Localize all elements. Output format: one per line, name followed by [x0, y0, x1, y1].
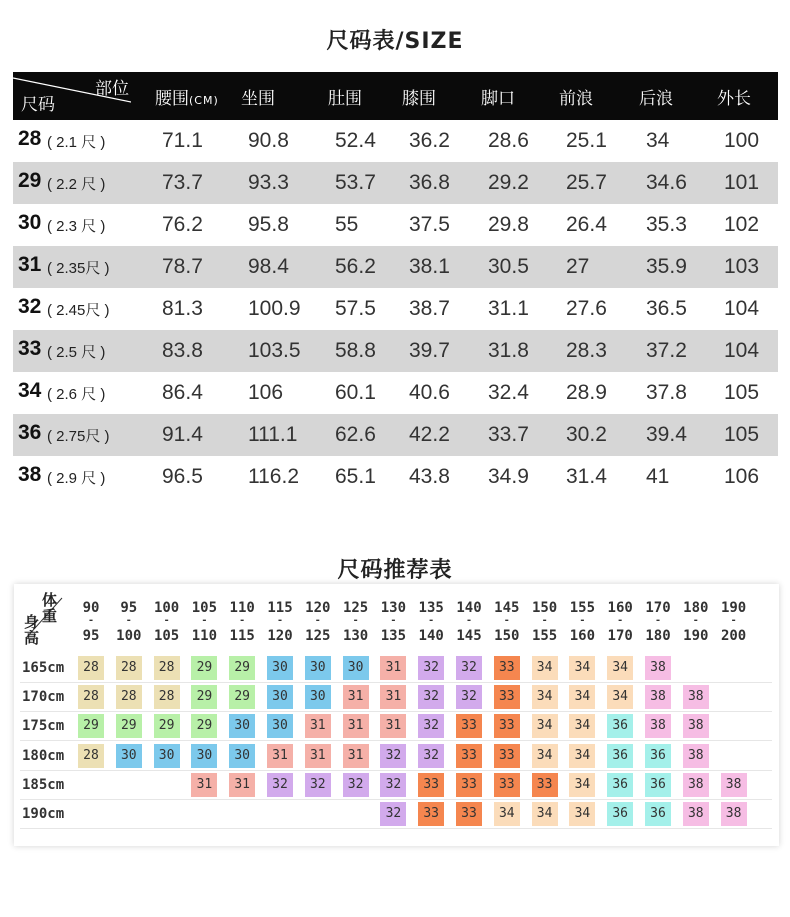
header-label: 腰围: [155, 89, 189, 109]
height-row-label: 185cm: [22, 776, 65, 793]
weight-max: 105: [153, 628, 180, 644]
measurement-cell: 34: [646, 129, 670, 152]
measurement-cell: 101: [724, 171, 760, 194]
weight-dash: -: [654, 615, 662, 626]
size-label: 38: [18, 463, 42, 486]
recommended-size-cell: 33: [418, 773, 444, 797]
row-separator: [20, 770, 772, 771]
recommended-size-cell: 32: [380, 802, 406, 826]
recommended-size-cell: 30: [267, 714, 293, 738]
recommended-size-cell: 33: [494, 685, 520, 709]
measurement-cell: 104: [724, 339, 760, 362]
measurement-cell: 83.8: [162, 339, 203, 362]
chinese-size-label: ( 2.6 尺 ): [47, 386, 106, 403]
table-row: [13, 246, 778, 288]
measurement-cell: 27.6: [566, 297, 607, 320]
header-label: 脚口: [481, 89, 515, 109]
height-row-label: 170cm: [22, 689, 65, 706]
measurement-cell: 104: [724, 297, 760, 320]
measurement-cell: 42.2: [409, 423, 450, 446]
recommended-size-cell: 38: [683, 685, 709, 709]
measurement-cell: 28.6: [488, 129, 529, 152]
height-row-label: 165cm: [22, 660, 65, 676]
recommended-size-cell: 33: [456, 714, 482, 738]
recommended-size-cell: 34: [569, 773, 595, 797]
weight-min: 95: [120, 600, 138, 616]
recommended-size-cell: 30: [191, 744, 217, 768]
recommended-size-cell: 33: [494, 656, 520, 680]
size-label: 32: [18, 295, 42, 318]
weight-dash: -: [125, 615, 132, 626]
weight-dash: -: [579, 615, 586, 626]
recommended-size-cell: 32: [418, 714, 444, 738]
chinese-size-label: ( 2.3 尺 ): [47, 218, 106, 235]
measurement-cell: 32.4: [488, 381, 529, 404]
measurement-cell: 33.7: [488, 423, 529, 446]
header-cell: [559, 84, 593, 109]
weight-dash: -: [201, 615, 208, 626]
size-label: 36: [18, 421, 42, 444]
recommended-size-cell: 33: [532, 773, 558, 797]
weight-dash: -: [692, 615, 699, 626]
recommended-size-cell: 33: [494, 773, 520, 797]
weight-dash: -: [617, 615, 624, 626]
table-row: [13, 372, 778, 414]
weight-min: 155: [569, 600, 596, 616]
recommended-size-cell: 36: [645, 744, 671, 768]
weight-max: 145: [456, 628, 482, 644]
weight-max: 180: [645, 628, 671, 644]
measurement-cell: 26.4: [566, 213, 607, 236]
recommended-size-cell: 31: [380, 685, 406, 709]
measurement-cell: 96.5: [162, 465, 203, 488]
measurement-cell: 57.5: [335, 297, 376, 320]
chinese-size-label: ( 2.2 尺 ): [47, 176, 106, 193]
recommended-size-cell: 32: [380, 744, 406, 768]
chinese-size-label: ( 2.45尺 ): [47, 302, 110, 319]
weight-dash: -: [314, 615, 321, 626]
measurement-cell: 93.3: [248, 171, 289, 194]
row-separator: [20, 740, 772, 741]
measurement-cell: 28.3: [566, 339, 607, 362]
recommended-size-cell: 34: [569, 656, 595, 680]
table-row: [13, 330, 778, 372]
measurement-cell: 31.4: [566, 465, 607, 488]
recommended-size-cell: 38: [645, 685, 671, 709]
measurement-cell: 30.5: [488, 255, 529, 278]
size-label: 34: [18, 379, 42, 402]
weight-min: 125: [342, 600, 369, 616]
recommended-size-cell: 31: [305, 714, 331, 738]
chinese-size-label: ( 2.9 尺 ): [47, 470, 106, 487]
weight-max: 115: [229, 628, 255, 644]
recommended-size-cell: 29: [154, 714, 180, 738]
measurement-cell: 78.7: [162, 255, 203, 278]
height-axis-label: 身高: [24, 613, 40, 647]
recommended-size-cell: 33: [456, 802, 482, 826]
recommended-size-cell: 38: [721, 773, 747, 797]
measurement-cell: 111.1: [248, 423, 298, 446]
weight-dash: -: [428, 615, 435, 626]
recommended-size-cell: 30: [267, 656, 293, 680]
measurement-cell: 36.5: [646, 297, 687, 320]
recommended-size-cell: 38: [683, 714, 709, 738]
size-label: 29: [18, 169, 42, 192]
size-label: 30: [18, 211, 42, 234]
measurement-cell: 43.8: [409, 465, 450, 488]
recommended-size-cell: 28: [78, 744, 104, 768]
header-cell: [155, 84, 219, 109]
measurement-cell: 37.2: [646, 339, 687, 362]
recommended-size-cell: 28: [154, 685, 180, 709]
header-cell: [481, 84, 515, 109]
recommended-size-cell: 34: [569, 685, 595, 709]
recommended-size-cell: 31: [267, 744, 293, 768]
recommended-size-cell: 29: [116, 714, 142, 738]
row-separator: [20, 711, 772, 712]
recommended-size-cell: 32: [343, 773, 369, 797]
recommended-size-cell: 34: [569, 744, 595, 768]
measurement-cell: 95.8: [248, 213, 289, 236]
header-label: 肚围: [328, 89, 362, 109]
recommended-size-cell: 33: [456, 773, 482, 797]
table-row: [13, 288, 778, 330]
recommended-size-cell: 32: [418, 685, 444, 709]
header-cell: [402, 84, 436, 109]
header-label: 后浪: [639, 89, 673, 109]
measurement-cell: 52.4: [335, 129, 376, 152]
recommended-size-cell: 33: [418, 802, 444, 826]
chinese-size-label: ( 2.35尺 ): [47, 260, 110, 277]
measurement-cell: 73.7: [162, 171, 203, 194]
header-label: 外长: [717, 89, 751, 109]
weight-min: 150: [531, 600, 558, 616]
recommended-size-cell: 34: [607, 656, 633, 680]
recommended-size-cell: 34: [494, 802, 520, 826]
measurement-cell: 37.8: [646, 381, 687, 404]
grid-corner: [18, 592, 76, 652]
recommended-size-cell: 29: [191, 714, 217, 738]
measurement-cell: 81.3: [162, 297, 203, 320]
recommended-size-cell: 34: [607, 685, 633, 709]
weight-min: 120: [305, 600, 331, 616]
measurement-cell: 105: [724, 423, 760, 446]
weight-dash: -: [163, 615, 170, 626]
measurement-cell: 37.5: [409, 213, 450, 236]
recommended-size-cell: 30: [305, 685, 331, 709]
row-separator: [20, 682, 772, 683]
measurement-cell: 91.4: [162, 423, 203, 446]
weight-max: 100: [116, 628, 142, 644]
recommended-size-cell: 28: [154, 656, 180, 680]
recommended-size-cell: 30: [305, 656, 331, 680]
height-row-label: 180cm: [22, 747, 65, 764]
measurement-cell: 103.5: [248, 339, 301, 362]
recommended-size-cell: 34: [532, 714, 558, 738]
measurement-cell: 28.9: [566, 381, 607, 404]
header-corner: [13, 72, 131, 120]
weight-max: 95: [82, 628, 100, 644]
table-row: [13, 414, 778, 456]
recommended-size-cell: 30: [116, 744, 142, 768]
weight-max: 130: [342, 628, 369, 644]
size-table: [13, 72, 778, 498]
header-cell: [241, 84, 275, 109]
weight-max: 155: [531, 628, 558, 644]
measurement-cell: 55: [335, 213, 359, 236]
weight-max: 140: [418, 628, 444, 644]
recommended-size-cell: 34: [532, 685, 558, 709]
measurement-cell: 53.7: [335, 171, 376, 194]
measurement-cell: 35.3: [646, 213, 687, 236]
recommended-size-cell: 38: [645, 714, 671, 738]
weight-max: 125: [305, 628, 331, 644]
weight-dash: -: [352, 615, 359, 626]
measurement-cell: 39.7: [409, 339, 450, 362]
weight-max: 110: [191, 628, 218, 644]
recommended-size-cell: 36: [607, 773, 633, 797]
measurement-cell: 35.9: [646, 255, 687, 278]
measurement-cell: 36.2: [409, 129, 450, 152]
recommended-size-cell: 30: [229, 714, 255, 738]
recommended-size-cell: 28: [116, 656, 142, 680]
weight-max: 120: [267, 628, 293, 644]
recommended-size-cell: 29: [78, 714, 104, 738]
weight-max: 190: [683, 628, 709, 644]
measurement-cell: 38.1: [409, 255, 450, 278]
weight-max: 150: [494, 628, 520, 644]
measurement-cell: 41: [646, 465, 670, 488]
weight-axis-label: 体重: [42, 591, 58, 625]
weight-min: 190: [720, 600, 747, 616]
measurement-cell: 86.4: [162, 381, 203, 404]
recommended-size-cell: 34: [569, 802, 595, 826]
recommended-size-cell: 29: [229, 656, 255, 680]
weight-min: 160: [607, 600, 633, 616]
recommended-size-cell: 30: [343, 656, 369, 680]
recommended-size-cell: 36: [645, 802, 671, 826]
size-label: 31: [18, 253, 42, 276]
weight-min: 170: [645, 600, 671, 616]
weight-dash: -: [465, 615, 473, 626]
recommended-size-cell: 32: [456, 656, 482, 680]
recommended-size-cell: 31: [343, 685, 369, 709]
weight-min: 90: [82, 600, 100, 616]
chinese-size-label: ( 2.1 尺 ): [47, 134, 106, 151]
height-row-label: 175cm: [22, 718, 65, 735]
chinese-size-label: ( 2.75尺 ): [47, 428, 110, 445]
height-row-label: 190cm: [22, 806, 65, 822]
measurement-cell: 105: [724, 381, 760, 404]
table-row: [13, 456, 778, 498]
recommended-size-cell: 34: [532, 802, 558, 826]
size-recommend-grid: [14, 584, 779, 846]
corner-part-label: 部位: [95, 79, 129, 99]
table-row: [13, 162, 778, 204]
recommended-size-cell: 29: [191, 685, 217, 709]
recommended-size-cell: 28: [78, 685, 104, 709]
measurement-cell: 106: [724, 465, 760, 488]
measurement-cell: 29.2: [488, 171, 529, 194]
header-cell: [717, 84, 751, 109]
table-row: [13, 204, 778, 246]
recommended-size-cell: 31: [343, 744, 369, 768]
weight-min: 100: [153, 600, 180, 616]
recommended-size-cell: 38: [683, 744, 709, 768]
weight-min: 105: [191, 600, 218, 616]
recommended-size-cell: 33: [456, 744, 482, 768]
recommended-size-cell: 33: [494, 744, 520, 768]
measurement-cell: 27: [566, 255, 590, 278]
measurement-cell: 25.1: [566, 129, 607, 152]
weight-max: 200: [720, 628, 747, 644]
size-label: 33: [18, 337, 42, 360]
recommended-size-cell: 36: [645, 773, 671, 797]
recommended-size-cell: 32: [418, 656, 444, 680]
weight-dash: -: [390, 615, 397, 626]
corner-size-label: 尺码: [21, 95, 55, 115]
measurement-cell: 31.1: [488, 297, 529, 320]
weight-min: 130: [380, 600, 407, 616]
measurement-cell: 71.1: [162, 129, 203, 152]
recommended-size-cell: 36: [607, 802, 633, 826]
size-table-header: [13, 72, 778, 120]
recommended-size-cell: 36: [607, 744, 633, 768]
recommended-size-cell: 34: [532, 656, 558, 680]
recommended-size-cell: 31: [380, 714, 406, 738]
measurement-cell: 39.4: [646, 423, 687, 446]
measurement-cell: 116.2: [248, 465, 299, 488]
recommend-table-title: 尺码推荐表: [337, 558, 453, 583]
measurement-cell: 36.8: [409, 171, 450, 194]
recommended-size-cell: 30: [154, 744, 180, 768]
recommended-size-cell: 31: [343, 714, 369, 738]
measurement-cell: 102: [724, 213, 760, 236]
size-table-title: 尺码表/SIZE: [326, 29, 464, 54]
recommended-size-cell: 38: [683, 773, 709, 797]
measurement-cell: 100: [724, 129, 760, 152]
measurement-cell: 90.8: [248, 129, 289, 152]
recommended-size-cell: 32: [380, 773, 406, 797]
row-separator: [20, 799, 772, 800]
measurement-cell: 56.2: [335, 255, 376, 278]
measurement-cell: 29.8: [488, 213, 529, 236]
recommended-size-cell: 38: [683, 802, 709, 826]
recommended-size-cell: 30: [229, 744, 255, 768]
recommended-size-cell: 31: [305, 744, 331, 768]
measurement-cell: 38.7: [409, 297, 450, 320]
recommended-size-cell: 31: [229, 773, 255, 797]
header-cell: [328, 84, 362, 109]
weight-dash: -: [503, 615, 510, 626]
weight-min: 145: [494, 600, 520, 616]
weight-dash: -: [730, 615, 737, 626]
measurement-cell: 25.7: [566, 171, 607, 194]
recommended-size-cell: 30: [267, 685, 293, 709]
recommended-size-cell: 31: [191, 773, 217, 797]
weight-dash: -: [541, 615, 548, 626]
measurement-cell: 98.4: [248, 255, 289, 278]
recommended-size-cell: 34: [569, 714, 595, 738]
table-row: [13, 120, 778, 162]
weight-max: 170: [607, 628, 633, 644]
measurement-cell: 30.2: [566, 423, 607, 446]
recommended-size-cell: 32: [267, 773, 293, 797]
measurement-cell: 58.8: [335, 339, 376, 362]
measurement-cell: 34.6: [646, 171, 687, 194]
recommended-size-cell: 34: [532, 744, 558, 768]
size-label: 28: [18, 127, 42, 150]
recommended-size-cell: 36: [607, 714, 633, 738]
header-unit: (CM): [189, 94, 219, 107]
recommended-size-cell: 32: [456, 685, 482, 709]
measurement-cell: 60.1: [335, 381, 376, 404]
recommended-size-cell: 32: [418, 744, 444, 768]
weight-max: 135: [380, 628, 407, 644]
measurement-cell: 40.6: [409, 381, 450, 404]
recommended-size-cell: 33: [494, 714, 520, 738]
recommended-size-cell: 31: [380, 656, 406, 680]
header-cell: [639, 84, 673, 109]
measurement-cell: 100.9: [248, 297, 301, 320]
recommended-size-cell: 32: [305, 773, 331, 797]
header-label: 前浪: [559, 89, 593, 109]
chinese-size-label: ( 2.5 尺 ): [47, 344, 106, 361]
row-separator: [20, 828, 772, 829]
recommended-size-cell: 29: [191, 656, 217, 680]
weight-dash: -: [87, 615, 95, 626]
weight-min: 135: [418, 600, 444, 616]
header-label: 膝围: [402, 89, 436, 109]
measurement-cell: 65.1: [335, 465, 376, 488]
recommended-size-cell: 38: [645, 656, 671, 680]
measurement-cell: 31.8: [488, 339, 529, 362]
weight-max: 160: [569, 628, 596, 644]
recommended-size-cell: 29: [229, 685, 255, 709]
weight-dash: -: [239, 615, 246, 626]
weight-dash: -: [276, 615, 284, 626]
weight-min: 115: [267, 600, 293, 616]
recommended-size-cell: 28: [78, 656, 104, 680]
measurement-cell: 106: [248, 381, 284, 404]
recommended-size-cell: 28: [116, 685, 142, 709]
measurement-cell: 34.9: [488, 465, 529, 488]
weight-min: 110: [229, 600, 255, 616]
recommended-size-cell: 38: [721, 802, 747, 826]
header-label: 坐围: [241, 89, 275, 109]
weight-min: 180: [683, 600, 709, 616]
measurement-cell: 62.6: [335, 423, 376, 446]
weight-min: 140: [456, 600, 482, 616]
measurement-cell: 76.2: [162, 213, 203, 236]
measurement-cell: 103: [724, 255, 760, 278]
